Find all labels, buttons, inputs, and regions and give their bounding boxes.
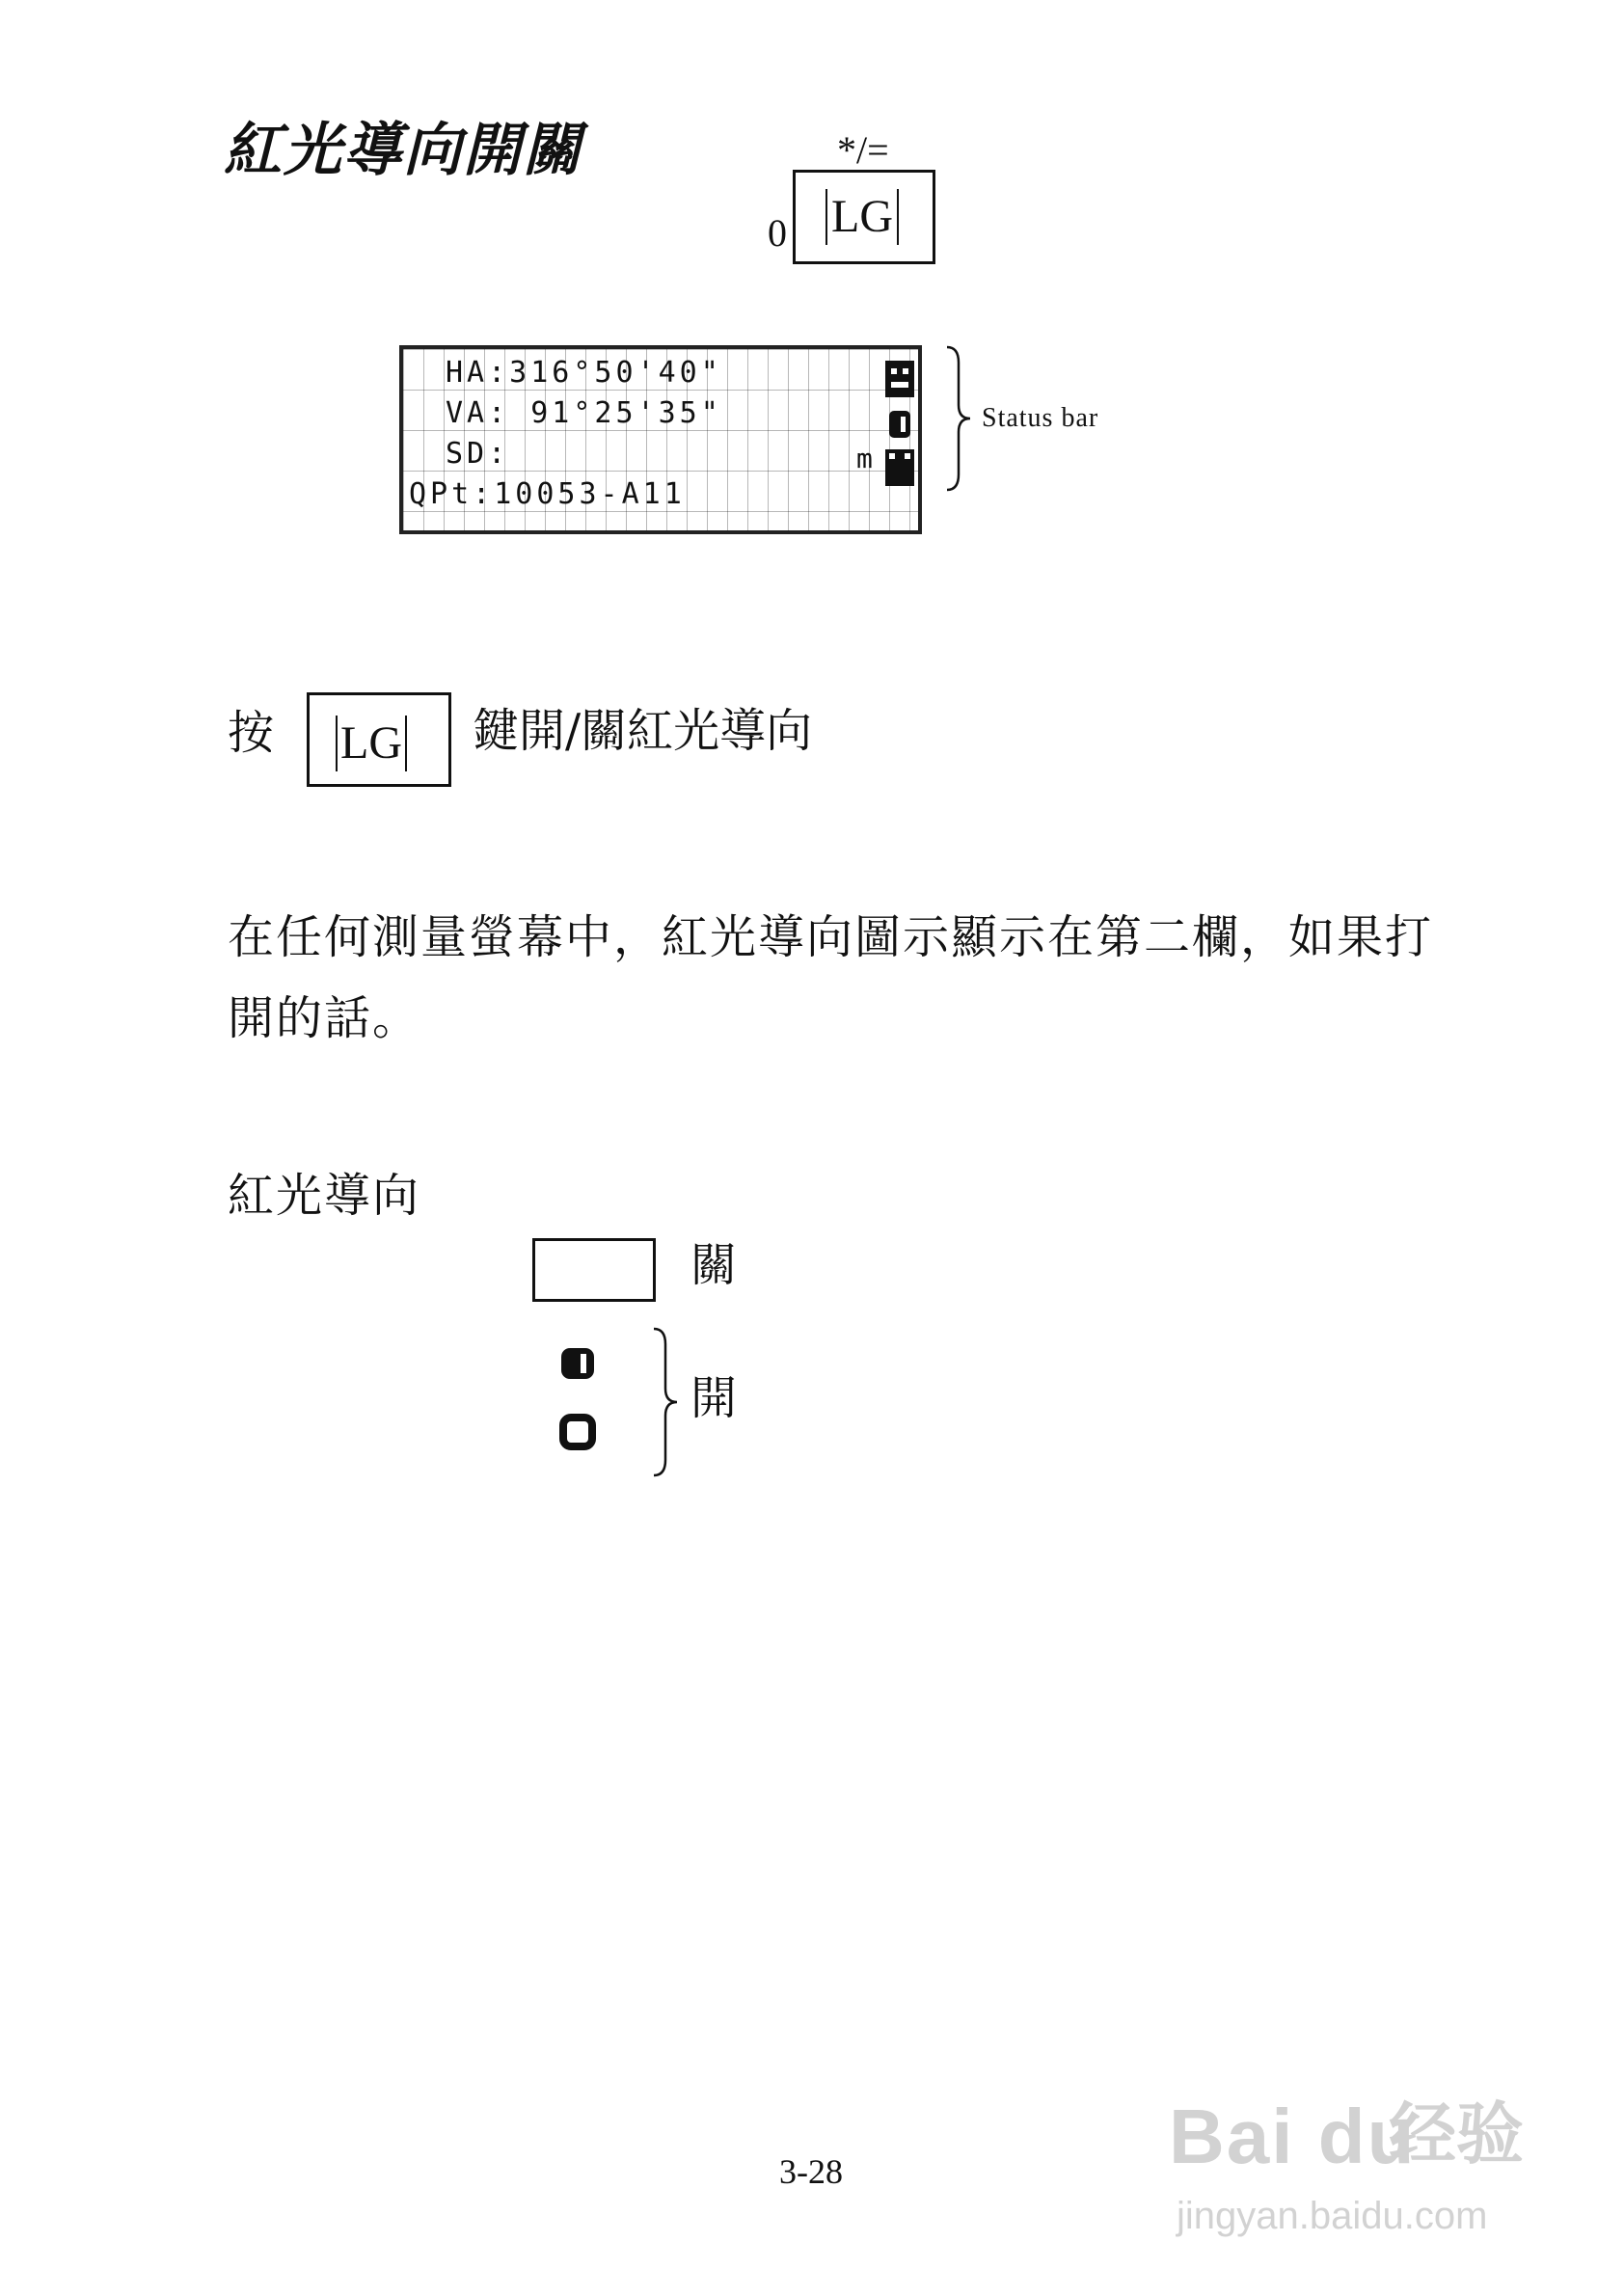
key-top-label: */=: [837, 128, 889, 172]
instruction-suffix: 鍵開/關紅光導向: [473, 704, 813, 758]
lg-key-label: LG: [826, 189, 899, 245]
lcd-row-sd: SD:: [446, 437, 510, 471]
guide-light-icon: [885, 405, 914, 444]
battery-icon: [885, 361, 914, 397]
legend-heading: 紅光導向: [228, 1169, 421, 1223]
lcd-row-qpt: QPt:10053-A11: [409, 477, 686, 511]
guide-light-on-icon-outline: [559, 1414, 598, 1452]
prism-mode-icon: [885, 449, 914, 486]
lcd-row-ha: HA:316°50'40": [446, 356, 722, 390]
guide-light-off-icon: [532, 1238, 656, 1302]
page-number: 3-28: [779, 2152, 843, 2191]
lg-key-inline-label: LG: [336, 716, 407, 771]
legend-off-label: 關: [690, 1238, 738, 1292]
status-bar-bracket: [945, 345, 974, 492]
guide-light-on-icon-filled: [559, 1344, 598, 1383]
lcd-unit-label: m: [856, 443, 873, 474]
watermark-cn: 经验: [1389, 2094, 1524, 2174]
lcd-screen: [399, 345, 922, 534]
watermark-brand: Bai du: [1169, 2093, 1417, 2179]
legend-on-label: 開: [690, 1371, 738, 1425]
body-paragraph: 在任何測量螢幕中，紅光導向圖示顯示在第二欄，如果打開的話。: [228, 910, 1434, 1045]
lcd-row-va: VA: 91°25'35": [446, 396, 722, 430]
key-left-label: 0: [768, 211, 787, 255]
watermark-url: jingyan.baidu.com: [1177, 2195, 1488, 2237]
instruction-prefix: 按: [228, 706, 275, 760]
status-bar-label: Status bar: [982, 403, 1099, 433]
status-bar-icons: [885, 361, 914, 486]
section-title: 紅光導向開關: [224, 117, 582, 184]
legend-on-bracket: [652, 1327, 681, 1479]
